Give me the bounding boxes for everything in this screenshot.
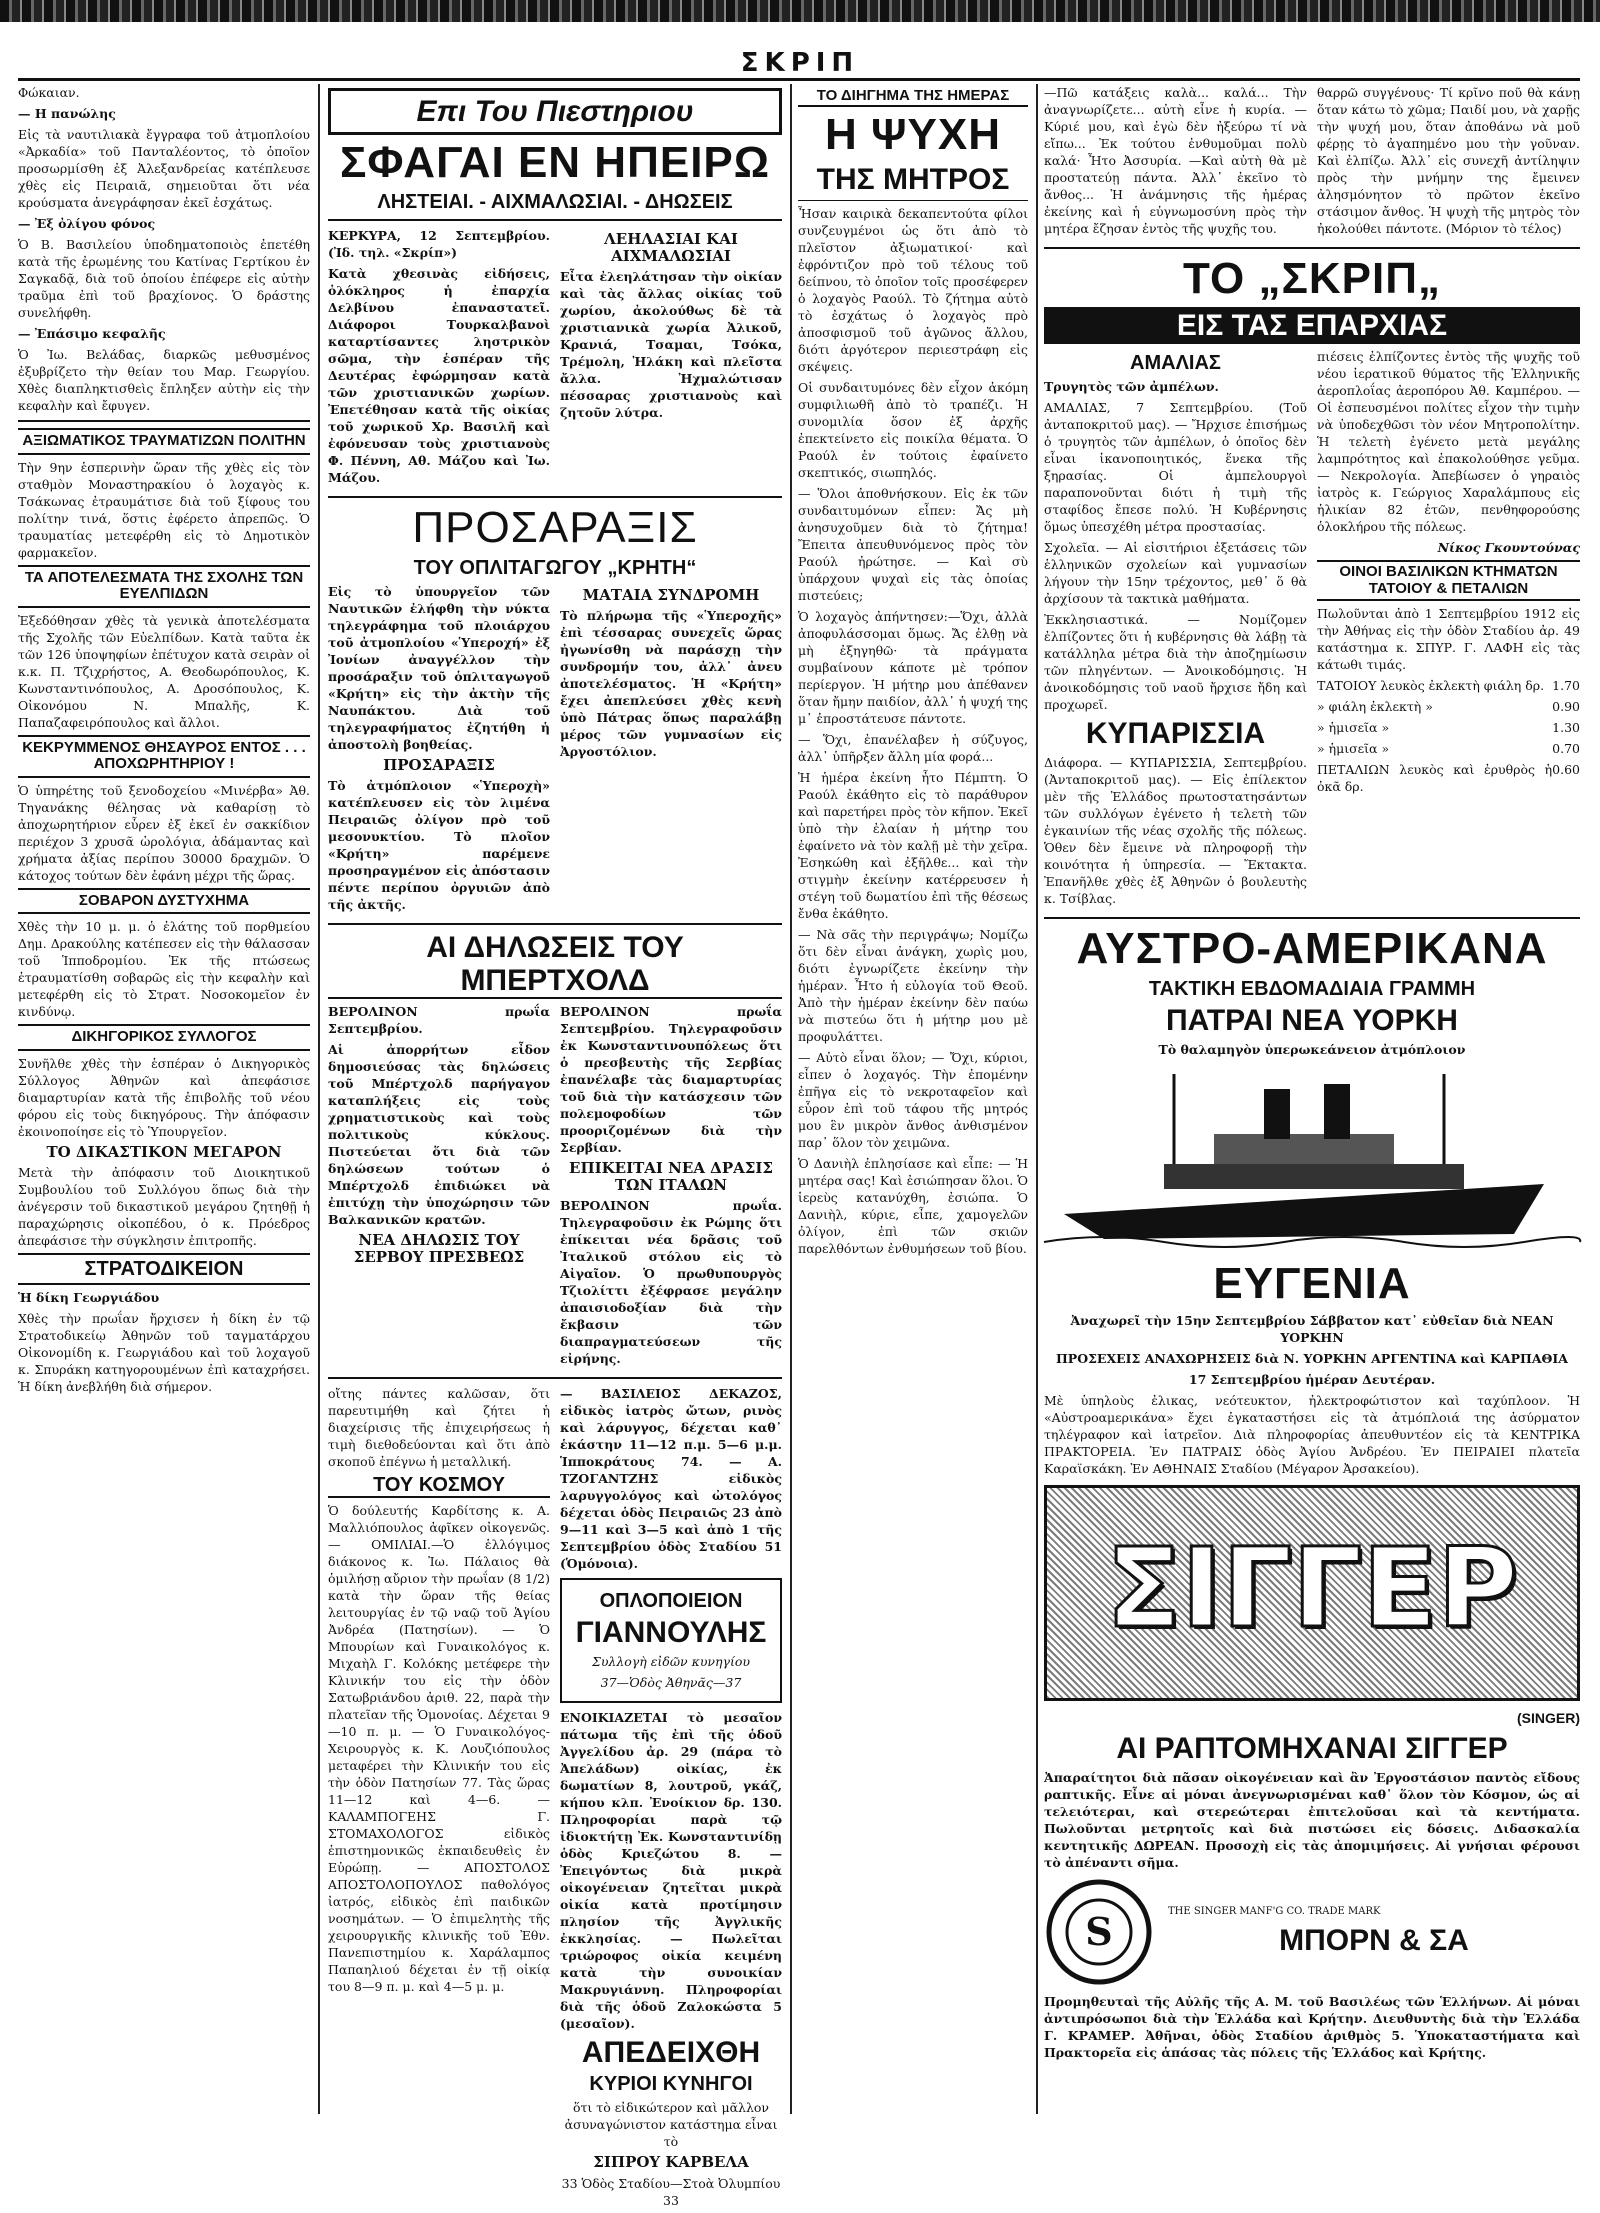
column-divider xyxy=(790,84,792,2114)
steamship-illustration xyxy=(1044,1064,1580,1254)
news-item-title: — Ἐπάσιμο κεφαλῆς xyxy=(18,326,166,341)
wine-price-list xyxy=(1317,677,1580,795)
story-paragraph: Οἱ συνδαιτυμόνες δὲν εἶχον ἀκόμη συμφιλιωθῆ ἀπὸ τὸ τραπέζι. Ἡ συνομιλία ὅσον ἐξ ἀρχῆς ἐπεκτείνετο εἰς ποικίλα θέματα. Ὁ Ραούλ ἐν τούτοις ἐφαίνετο σκεπτικός, σιωπηλός. xyxy=(798,379,1028,480)
ad-subheadline: ΚΥΡΙΟΙ ΚΥΝΗΓΟΙ xyxy=(589,2073,753,2096)
ship-ad-text: ΠΡΟΣΕΧΕΙΣ ΑΝΑΧΩΡΗΣΕΙΣ διὰ Ν. ΥΟΡΚΗΝ ΑΡΓΕΝΤΙΝΑ καὶ ΚΑΡΠΑΘΙΑ xyxy=(1056,1351,1568,1367)
article-headline: ΠΡΟΣΑΡΑΞΙΣ xyxy=(412,503,698,553)
news-item-body: Εἰς τὰ ναυτιλιακὰ ἔγγραφα τοῦ ἀτμοπλοίου «Ἀρκαδία» τοῦ Πανταλέοντος, τὸ ὁποῖον προσωρμίσθη ἐξ Ἀλεξανδρείας κατέπλευσε χθὲς εἰς Πειραιᾶ, σημειοῦται ὅτι νέα κρούσματα ἀνεγράφησαν ἐκεῖ ἐσχάτως. xyxy=(18,127,310,210)
story-paragraph: Ἦσαν καιρικὰ δεκαπεντούτα φίλοι συνζευγμένοι ὡς ὅτι ἀπὸ τὸ πλεῖστον ἀξιωματικοί· καὶ ἐφρόντιζον πρὸ τοῦ τέλους τοῦ δείπνου, τὸ ὁποῖον τοῖς προσέφερεν ὁ λοχαγὸς Ραούλ. Τὸ ζήτημα αὐτὸ τὸ ἐσχάτως ὁ λοχαγὸς πρὸ ἀποσφισμοῦ τοῦ ἀγῶνος ἄλλου, διότι ἀργότερον περιεστράφη εἰς σκέψεις. xyxy=(798,205,1028,374)
province-body: Ἐκκλησιαστικά. — Νομίζομεν ἐλπίζοντες ὅτι ἡ κυβέρνησις θὰ λάβῃ τὰ κατάλληλα μέτρα διὰ τὴν ἀποζημίωσιν τῶν πληγέντων. — Ἀνοικοδόμησις. Ἡ ἀνοικοδόμησις τοῦ ναοῦ ἤρχισε ἤδη καὶ προχωρεῖ. xyxy=(1044,612,1307,713)
article-headline: ΤΑ ΑΠΟΤΕΛΕΣΜΑΤΑ ΤΗΣ ΣΧΟΛΗΣ ΤΩΝ ΕΥΕΛΠΙΔΩΝ xyxy=(18,565,310,608)
singer-seal-text: THE SINGER MANF'G CO. TRADE MARK xyxy=(1168,1906,1381,1918)
section-rule xyxy=(798,200,1028,201)
story-paragraph: Ὁ Δανιὴλ ἐπλησίασε καὶ εἶπε: — Ἡ μητέρα σας! Καὶ ἐσιώπησαν ὅλοι. Ὁ ἱερεὺς κατανύχθη, ἐσιώπα. Ὁ Δανιὴλ, κύριε, εἶπε, χαμογελῶν ὀλίγον, ἐπὶ τῶν σκιῶν παρελθόντων ἐνθυμήσεων τοῦ βίου. xyxy=(798,1155,1028,1256)
shipping-ad-subtitle: ΤΑΚΤΙΚΗ ΕΒΔΟΜΑΔΙΑΙΑ ΓΡΑΜΜΗ xyxy=(1148,977,1476,1000)
article-body: Τὸ πλήρωμα τῆς «Ὑπεροχῆς» ἐπὶ τέσσαρας συνεχεῖς ὥρας ἠγωνίσθη νὰ παράσχῃ τὴν συνδρομήν του, ἀλλ᾽ ἀνευ ἀποτελέσματος. Ἡ «Κρήτη» ἔχει ἀπεπλεύσει χθὲς κενὴ ὑπὸ Πάτρας ὅπως παραλάβῃ μέρος τῶν γυμνασίων εἰς Ἀργοστόλιον. xyxy=(560,608,782,760)
article-body: Κατὰ χθεσινὰς εἰδήσεις, ὁλόκληρος ἡ ἐπαρχία Δελβίνου ἐπαναστατεῖ. Διάφοροι Τουρκαλβανοὶ καταρτίσαντες ληστρικὸν σῶμα, τὴν ἑσπέραν τῆς Δευτέρας ἐφώρμησαν κατὰ τῶν χριστιανικῶν χωρίων. Ἐπετέθησαν κατὰ τῆς οἰκίας τοῦ χωρικοῦ Χρ. Βασιλῆ καὶ ἐφόνευσαν τοὺς χριστιανοὺς Φ. Πέννη, Αθ. Μάζου καὶ Ἰω. Μάζου. xyxy=(328,266,550,486)
ad-body: ὅτι τὸ εἰδικώτερον καὶ μᾶλλον ἀσυναγώνιστον κατάστημα εἶναι τὸ xyxy=(564,2100,778,2150)
news-item-body: Ὁ Ἰω. Βελάδας, διαρκῶς μεθυσμένος ἐξυβρίζετο τὴν θείαν του Μαρ. Γεωργίου. Χθὲς διαπληκτισθεὶς ἔπληξεν αὐτὴν εἰς τὴν κεφαλὴν καὶ ἔφυγεν. xyxy=(18,347,310,413)
singer-brand-name: ΜΠΟΡΝ & ΣΑ xyxy=(1279,1924,1469,1958)
ad-subtitle: Συλλογὴ εἰδῶν κυνηγίου xyxy=(591,1654,751,1670)
story-paragraph: —Πῶ κατάξεις καλὰ... καλά... Τὴν ἀναγνωρίζετε... αὐτὴ εἶνε ἡ κυρία. —Κύριέ μου, καὶ ἐγὼ δὲν ἠξεύρω τί νὰ εἴπω... Ἐκ τούτου ἐνθυμοῦμαι πολὺ καλά· Ἦτο Ἀσσυρία. —Καὶ αὐτὴ θὰ μὲ προστατεύῃ πάντα. Ἀλλ᾽ ἐκεῖνο τὸ ἄνθος... Ἡ ἀνάμνησις τῆς ἡμέρας ἐκείνης καὶ ἡ εὐγνωμοσύνη πρὸς τὴν μητέρα ἔζησαν ἐντὸς τῆς ψυχῆς του. xyxy=(1044,85,1307,236)
article-two-column xyxy=(328,583,782,918)
story-paragraph: θαρρῶ συγγένους· Τί κρῖνο ποῦ θὰ κάνῃ ὅταν κάτω τὸ χῶμα; Παιδί μου, νὰ χαρῇς τὴν ψυχή μου, ὅταν ἀποθάνω νὰ μοῦ φέρῃς τὸ ἀγαπημένο μου τὴν γοῦναν. Καὶ ἐλπίζω. Ἀλλ᾽ εἰς συνεχῆ ἀντίληψιν πρὸς τὴν μνήμην της ἔμεινεν ἀλησμόνητον τὸ πρῶτον ἐκεῖνο στάσιμον ἄνθος. Ἡ ψυχὴ τῆς μητρὸς τὸν ἠκολούθει πάντοτε. (Μόριον τὸ τέλος) xyxy=(1317,85,1580,236)
wine-ad-body: Πωλοῦνται ἀπὸ 1 Σεπτεμβρίου 1912 εἰς τὴν Ἀθήνας εἰς τὴν ὁδὸν Σταδίου ἀρ. 49 κατάστημα κ. ΣΠΥΡ. Γ. ΛΑΦΗ εἰς τὰς κάτωθι τιμάς. xyxy=(1317,606,1580,673)
ad-headline: ΑΠΕΔΕΙΧΘΗ xyxy=(581,2036,761,2070)
article-body: Εἶτα ἐλεηλάτησαν τὴν οἰκίαν καὶ τὰς ἄλλας οἰκίας τοῦ χωρίου, ἀκολούθως δὲ τὰ χριστιανικὰ χωρία Ἀλικοῦ, Κρανιά, Τσαμαι, Τσόκα, Τρέμολη, Ἠλάκη καὶ πλεῖστα ἄλλα. Ἠχμαλώτισαν πέσσαρας χριστιανοὺς καὶ ζητοῦν λύτρα. xyxy=(560,269,782,421)
story-paragraph: — Αὐτὸ εἶναι ὅλον; — Ὄχι, κύριοι, εἶπεν ὁ λοχαγός. Τὴν ἐπομένην ἐπῆγα εἰς τὸ νεκροταφεῖον καὶ εὗρον ἐπὶ τοῦ τάφου τῆς μητρός μου ἓν μικρὸν ἄνθος ἀνθισμένον παρ᾽ ὅλον τὸν χειμῶνα. xyxy=(798,1049,1028,1150)
column-story xyxy=(798,84,1028,2114)
article-body: Τὸ ἀτμόπλοιον «Ὑπεροχὴ» κατέπλευσεν εἰς τὸν λιμένα Πειραιῶς ὀλίγον πρὸ τοῦ μεσονυκτίου. Τὸ πλοῖον «Κρήτη» παρέμενε προσηραγμένον εἰς ἀπόστασιν πέντε περίπου ὀργυιῶν ἀπὸ τῆς ἀκτῆς. xyxy=(328,778,550,913)
article-body: Συνῆλθε χθὲς τὴν ἑσπέραν ὁ Δικηγορικὸς Σύλλογος Ἀθηνῶν καὶ ἀπεφάσισε διαμαρτυρίαν κατὰ τῆς ἐπιβολῆς τοῦ νέου φόρου εἰς τοὺς δικηγόρους. Τὴν ἀπόφασιν ἐκοινοποίησε εἰς τὸ Ὑπουργεῖον. xyxy=(18,1055,310,1139)
singer-brand-block xyxy=(1168,1903,1580,1961)
fragment-text: Φώκαιαν. xyxy=(18,85,80,100)
province-title: ΑΜΑΛΙΑΣ xyxy=(1130,352,1221,375)
column-local-news xyxy=(18,84,310,2114)
steamship-icon xyxy=(1044,1064,1580,1254)
article-body: Ὁ ὑπηρέτης τοῦ ξενοδοχείου «Μινέρβα» Ἀθ. Τηγανάκης θέλησας νὰ καθαρίσῃ τὸ ἀποχωρητήριον εὗρεν ἐξ ἐκεῖ ἐν σακκίδιον περιέχον 3 χρυσᾶ ὡρολόγια, ἀδάμαντας καὶ χρήματα ἀξίας περίπου 30000 δραχμῶν. Ὁ κάτοχος τούτων δὲν ἐφάνη μέχρι τῆς ὥρας. xyxy=(18,782,310,883)
singer-ad-body: Ἀπαραίτητοι διὰ πᾶσαν οἰκογένειαν καὶ ἂν Ἐργοστάσιον παντὸς εἴδους ραπτικῆς. Εἶνε αἱ μόναι ἀνεγνωρισμέναι καθ᾽ ὅλον τὸν Κόσμον, ὡς αἱ τελειότεραι, καὶ στερεώτεραι ἐπιτελοῦσαι καὶ τὰ κεντήματα. Πωλοῦνται μετρητοῖς καὶ διὰ πιστώσει εἰς δόσεις. Διδασκαλία κεντητικῆς ΔΩΡΕΑΝ. Προσοχὴ εἰς τὰς ἀπομιμήσεις. Αἱ γνήσιαι φέρουσι τὸ ἀπέναντι σῆμα. xyxy=(1044,1770,1580,1871)
provinces-two-column xyxy=(1044,348,1580,911)
ship-ad-text: 17 Σεπτεμβρίου ἡμέραν Δευτέραν. xyxy=(1188,1372,1436,1388)
ship-ad-text: Μὲ ὑπηλοὺς ἐλικας, νεότευκτον, ἠλεκτροφώτιστον καὶ ταχύπλοον. Ἡ «Αὐστροαμερικάνα» ἔχει ἐγκαταστήσει εἰς τὰ ἀτμόπλοιά της ἀσύρματον τηλέγραφον καὶ ἱατρεῖον. Διὰ πληροφορίας ἀπευθυντέον εἰς τὰ ΚΕΝΤΡΙΚΑ ΠΡΑΚΤΟΡΕΙΑ. Ἐν ΠΑΤΡΑΙΣ ὁδὸς Ἀγίου Ἀνδρέου. Ἐν ΠΕΙΡΑΙΕΙ πλατεῖα Καραϊσκάκη. Ἐν ΑΘΗΝΑΙΣ Σταδίου (Μέγαρον Ἀρσακείου). xyxy=(1044,1393,1580,1477)
story-title: Η ΨΥΧΗ xyxy=(824,109,1002,159)
story-paragraph: — Ὅλοι ἀποθνήσκουν. Εἰς ἐκ τῶν συνδαιτυμόνων εἶπεν: Ἄς μὴ ἀνησυχοῦμεν διὰ τὸ ζήτημα! Ἔπειτα ἀπευθυνόμενος πρὸς τὸν Ραούλ ἠρώτησε. — Καὶ σὺ ὑπάρχουν ψυχαὶ εἰς τὰς ὁποίας πιστεύεις; xyxy=(798,485,1028,603)
article-subheadline: ΝΕΑ ΔΗΛΩΣΙΣ ΤΟΥ ΣΕΡΒΟΥ ΠΡΕΣΒΕΩΣ xyxy=(353,1231,525,1266)
news-item-title: — Ἐξ ὀλίγου φόνος xyxy=(18,216,156,231)
section-headline: ΤΟ „ΣΚΡΙΠ„ xyxy=(1182,254,1442,303)
dateline: ΒΕΡΟΛΙΝΟΝ πρωΐα Σεπτεμβρίου. xyxy=(328,1004,550,1037)
story-paragraph: Ὁ λοχαγὸς ἀπήντησεν:—Ὅχι, ἀλλὰ ἀποφυλάσσομαι ὅμως. Ἄς ἐλθῃ νὰ μὴ ἐξηγηθῶ· τὰ πράγματα συμβαίνουν κάποτε μὲ τρόπον περίεργον. Ἡ μήτηρ μου ἀπέθανεν ὅταν ἤμην παιδίον, ἀλλ᾽ ἡ ψυχή της μ᾽ ἐπροστάτευσε πάντοτε. xyxy=(798,608,1028,726)
society-notices: Ὁ δούλευτής Καρδίτσης κ. Α. Μαλλιόπουλος ἀφῖκεν οἰκογενῶς. — ΟΜΙΛΙΑΙ.—Ὁ ἑλλόγιμος διάκονος κ. Ἰω. Πάλαιος θὰ ὁμιλήσῃ αὔριον τὴν πρωΐαν (8 1/2) κατὰ τὴν ὥραν τῆς θείας λειτουργίας ἐν τῷ ναῷ τοῦ Ἁγίου Ἀνδρέα (Πατησίων). — Ὁ Μπουρίων καὶ Γυναικολόγος κ. Μιχαὴλ Γ. Κολόκης μετέφερε τὴν Κλινικήν του εἰς τὴν ὁδὸν Σατωβριάνδου ἀριθ. 22, παρὰ τὴν πλατεῖαν τῆς Ὁμονοίας. Δέχεται 9—10 π. μ. — Ὁ Γυναικολόγος-Χειρουργὸς κ. Κ. Λουζιόπουλος μεταφέρει τὴν Κλινικήν του εἰς τὴν ὁδὸν Πατησίων 77. Τὰς ὥρας 11—12 καὶ 4—6. — ΚΑΛΑΜΠΟΓΕΗΣ Γ. ΣΤΟΜΑΧΟΛΟΓΟΣ εἰδικὸς ἐπιστημονικῶς ἐκπαιδευθεὶς ἐν Εὐρώπῃ. — ΑΠΟΣΤΟΛΟΣ ΑΠΟΣΤΟΛΟΠΟΥΛΟΣ παθολόγος ἰατρός, εἰδικὸς ἐπὶ παιδικῶν νοσημάτων. — Ὁ ἐπιμελητὴς τῆς χειρουργικῆς κλινικῆς τοῦ Ἐθν. Πανεπιστημίου κ. Χαράλαμπος Παπαηλιού δέχεται ἐν τῇ οἰκίᾳ του 8—9 π. μ. καὶ 4—5 μ. μ. xyxy=(328,1503,550,1995)
singer-english-name: (SINGER) xyxy=(1517,1710,1580,1727)
article-body: Χθὲς τὴν πρωΐαν ἤρχισεν ἡ δίκη ἐν τῷ Στρατοδικείῳ Ἀθηνῶν τοῦ ταγματάρχου Οἰκονομίδη κ. Γεωργιάδου καὶ τοῦ λοχαγοῦ κ. Σπυράκη κατηγορουμένων ἐπὶ καταχρήσει. Ἡ δίκη ἀνεβλήθη διὰ σήμερον. xyxy=(18,1311,310,1394)
article-headline: ΣΤΡΑΤΟΔΙΚΕΙΟΝ xyxy=(18,1253,310,1285)
column-divider xyxy=(318,84,320,2114)
article-subheadline: ΛΕΗΛΑΣΙΑΙ ΚΑΙ ΑΙΧΜΑΛΩΣΙΑΙ xyxy=(604,230,738,265)
shipping-ad-note: Τὸ θαλαμηγὸν ὑπερωκεάνειον ἀτμόπλοιον xyxy=(1158,1041,1466,1057)
section-subheadline: ΕΙΣ ΤΑΣ ΕΠΑΡΧΙΑΣ xyxy=(1044,307,1580,344)
section-rule xyxy=(18,420,310,422)
story-paragraph: — Ὅχι, ἐπανέλαβεν ἡ σύζυγος, ἀλλ᾽ ὑπῆρξεν ἄλλη μία φορά... xyxy=(798,731,1028,764)
province-title: ΚΥΠΑΡΙΣΣΙΑ xyxy=(1085,717,1266,751)
wine-price-row: » φιάλη ἐκλεκτὴ » 0.90 xyxy=(1317,699,1580,715)
article-subheadline: ΜΑΤΑΙΑ ΣΥΝΔΡΟΜΗ xyxy=(582,585,760,604)
news-item-body: Ὁ Β. Βασιλείου ὑποδηματοποιὸς ἐπετέθη κατὰ τῆς ἐρωμένης του Κατίνας Γερτίκου ἐν Σαγκαδᾷ, διὰ τοῦ ὁποίου ἐπέφερε εἰς αὐτὴν τραῦμα ἐπὶ τοῦ βραχίονος. Ὁ δράστης συνελήφθη. xyxy=(18,237,310,320)
singer-ad-logo xyxy=(1044,1485,1580,1701)
column-latest-news xyxy=(328,84,782,2208)
section-rule xyxy=(1044,917,1580,919)
article-headline: ΑΙ ΔΗΛΩΣΕΙΣ ΤΟΥ ΜΠΕΡΤΧΟΛΔ xyxy=(328,931,782,999)
correspondent-signature: Νίκος Γκουντούνας xyxy=(1437,540,1580,556)
main-subheadline: ΛΗΣΤΕΙΑΙ. - ΑΙΧΜΑΛΩΣΙΑΙ. - ΔΗΩΣΕΙΣ xyxy=(377,191,733,214)
ad-address: 33 Ὁδὸς Σταδίου—Στοὰ Ὀλυμπίου 33 xyxy=(561,2175,781,2208)
article-headline: ΑΞΙΩΜΑΤΙΚΟΣ ΤΡΑΥΜΑΤΙΖΩΝ ΠΟΛΙΤΗΝ xyxy=(18,428,310,455)
article-body: ΒΕΡΟΛΙΝΟΝ πρωΐα Σεπτεμβρίου. Τηλεγραφοῦσιν ἐκ Κωνσταντινουπόλεως ὅτι ὁ πρεσβευτὴς τῆς Σερβίας ἐπανέλαβε τὰς διαμαρτυρίας τοῦ διὰ τὴν κατάσχεσιν τῶν πολεμοφοδίων τῶν προοριζομένων διὰ τὴν Σερβίαν. xyxy=(560,1004,782,1156)
article-body: Αἱ ἀπορρήτων εἶδον δημοσιεύσας τὰς δηλώσεις τοῦ Μπέρτχολδ παρήγαγον καταπλήξεις εἰς τοὺς χρηματιστικοὺς καὶ τοὺς πολιτικοὺς κύκλους. Πιστεύεται ὅτι διὰ τῶν δηλώσεων τούτων ὁ Μπέρτχολδ ἐπιδιώκει νὰ ἐπιτύχῃ τὴν ὑποχώρησιν τῶν Βαλκανικῶν κρατῶν. xyxy=(328,1042,550,1228)
article-subheadline: ΠΡΟΣΑΡΑΞΙΣ xyxy=(383,755,495,774)
rental-notices: ΕΝΟΙΚΙΑΖΕΤΑΙ τὸ μεσαῖον πάτωμα τῆς ἐπὶ τῆς ὁδοῦ Ἀγγελίδου ἀρ. 29 (πάρα τὸ Ἀπελάδων) οἰκίας, ἐκ δωματίων 8, λουτροῦ, γκάζ, κήπου κλπ. Ἐνοίκιον δρ. 130. Πληροφορίαι παρὰ τῷ ἰδιοκτήτῃ Ἐκ. Κωνσταντινίδῃ ὁδὸς Κριεζώτου 8. — Ἐπειγόντως διὰ μικρὰ οἰκογένειαν ζητεῖται μικρὰ οἰκία κατὰ προτίμησιν πλησίον τῆς Ἀγγλικῆς ἐκκλησίας. — Πωλεῖται τριώροφος οἰκία κειμένη κατὰ τὴν συνοικίαν Μακρυγιάννη. Πληροφορίαι διὰ τῆς ὁδοῦ Ζαλοκώστα 5 (μεσαῖον). xyxy=(560,1710,782,2032)
classifieds-two-column xyxy=(328,1385,782,2213)
singer-trademark-seal-icon xyxy=(1044,1877,1154,1987)
section-rule xyxy=(328,1377,782,1379)
main-headline: ΣΦΑΓΑΙ ΕΝ ΗΠΕΙΡΩ xyxy=(339,138,771,187)
section-banner: Επι Του Πιεστηριου xyxy=(328,88,782,135)
section-headline: ΤΟΥ ΚΟΣΜΟΥ xyxy=(328,1474,550,1498)
province-item-title: Τρυγητὸς τῶν ἀμπέλων. xyxy=(1044,379,1219,395)
section-rule xyxy=(328,923,782,925)
province-body: Σχολεῖα. — Αἱ εἰσιτήριοι ἐξετάσεις τῶν ἑλληνικῶν σχολείων καὶ γυμνασίων λήγουν τὴν 15ην τρέχοντος, μεθ᾽ ὅ θὰ ἀρχίσουν τὰ τακτικὰ μαθήματα. xyxy=(1044,540,1307,607)
story-paragraph: Ἡ ἡμέρα ἐκείνη ἦτο Πέμπτη. Ὁ Ραούλ ἐκάθητο εἰς τὸ παράθυρον καὶ παρετήρει πρὸς τὸν κῆπον. Ἐκεῖ ὑπὸ τὴν ἐλαίαν ἡ μήτηρ του ἐφαίνετο νὰ τὸν καλῇ μὲ τὴν χεῖρα. Ἐσηκώθη καὶ ἐξῆλθε... καὶ τὴν στιγμὴν ἐκείνην κατέρρευσεν ἡ στέγη τοῦ δωματίου ἐπὶ τῆς θέσεως ἔνθα ἐκάθητο. xyxy=(798,769,1028,921)
wine-price-row: ΠΕΤΑΛΙΩΝ λευκὸς καὶ ἐρυθρὸς ἡ ὀκᾶ δρ. 0.60 xyxy=(1317,762,1580,795)
story-paragraph: — Νὰ σᾶς τὴν περιγράψω; Νομίζω ὅτι δὲν εἶναι ἀνάγκη, χωρὶς μου, διότι ἐγνωρίζετε ἐκείνην τὴν ἡμέραν. Ἦτο ἡ εὐλογία τοῦ Θεοῦ. Ἀπὸ τὴν ἡμέραν ἐκείνην δὲν παύω νὰ πιστεύω ὅτι ἡ μήτηρ μου μὲ προφυλάττει. xyxy=(798,926,1028,1044)
section-rule xyxy=(1044,247,1580,249)
wine-price-row: » ἡμισεῖα » 0.70 xyxy=(1317,741,1580,757)
ship-name: ΕΥΓΕΝΙΑ xyxy=(1213,1258,1411,1308)
article-body: Χθὲς τὴν 10 μ. μ. ὁ ἐλάτης τοῦ πορθμείου Δημ. Δρακούλης κατέπεσεν εἰς τὴν θάλασσαν τοῦ Ἱπποδρομίου. Ἐκ τῆς πτώσεως ἐτραυματίσθη σοβαρῶς εἰς τὴν κεφαλὴν καὶ μετεφέρθη εἰς τὸ Στρατ. Νοσοκομεῖον ἐν κινδύνῳ. xyxy=(18,919,310,1019)
ad-brand: ΓΙΑΝΝΟΥΛΗΣ xyxy=(575,1616,767,1650)
article-body: Ἐξεδόθησαν χθὲς τὰ γενικὰ ἀποτελέσματα τῆς Σχολῆς τῶν Εὐελπίδων. Κατὰ ταῦτα ἐκ τῶν 126 ὑποψηφίων ἐπέτυχον κατὰ σειρὰν οἱ κ.κ. Π. Τζιχρήστος, Α. Θεοδωρόπουλος, Κ. Κωνσταντινόπουλος, Α. Δροσόπουλος, Κ. Οἰκονόμου Ν. Μπαλῆς, Κ. Παπαζαφειρόπουλος καὶ ἄλλοι. xyxy=(18,612,310,730)
story-continuation xyxy=(1044,84,1580,241)
wine-ad-title: ΟΙΝΟΙ ΒΑΣΙΛΙΚΩΝ ΚΤΗΜΑΤΩΝ ΤΑΤΟΙΟΥ & ΠΕΤΑΛΙΩΝ xyxy=(1317,560,1580,601)
province-body: Διάφορα. — ΚΥΠΑΡΙΣΣΙΑ, Σεπτεμβρίου. (Ἀνταποκριτοῦ μας). — Εἰς ἐπίλεκτον μὲν τῆς Ἐλλάδος πρωτοστατησάντων τῶν συλλόγων ἐγένετο ἡ τελετὴ τῶν ἐγκαινίων τῆς νέας σχολῆς τῆς πόλεως. Ὁθεν δὲν ἔμεινε νὰ πληροφορῇ τὴν κοινότητα ἡ ὑπηρεσία. — Ἔκτακτα. Ἐπανῆλθε χθὲς ἐξ Ἀθηνῶν ὁ βουλευτὴς κ. Τσίβλας. xyxy=(1044,755,1307,907)
singer-logo-text: ΣΙΓΓΕΡ xyxy=(1105,1524,1519,1653)
column-provinces-ads xyxy=(1044,84,1580,2114)
news-item-title: — Η πανώλης xyxy=(18,106,116,121)
ad-title: ΟΠΛΟΠΟΙΕΙΟΝ xyxy=(599,1590,743,1613)
article-two-column xyxy=(328,227,782,490)
gunsmith-ad xyxy=(560,1578,782,1703)
article-continuation: οἴτης πάντες καλῶσαν, ὅτι παρευτιμήθη καὶ ζήτει ἡ διαχείρισις τῆς ἐπιχειρήσεως ἡ τιμὴ διεθοδεύονται καὶ ὅτι ἀπὸ σκοποῦ ἐπέγνω ἡ μεταλλική. xyxy=(328,1386,550,1470)
ad-address: 37—Ὁδὸς Ἀθηνᾶς—37 xyxy=(600,1675,742,1691)
article-body: Μετὰ τὴν ἀπόφασιν τοῦ Διοικητικοῦ Συμβουλίου τοῦ Συλλόγου ὅπως διὰ τὴν ἀνέγερσιν τοῦ δικαστικοῦ μεγάρου ζητηθῇ ἡ παραχώρησις οἰκοπέδου, ὁ κ. Πρόεδρος ἀπεφάσισε τὴν σύγκλησιν ἐπιτροπῆς. xyxy=(18,1165,310,1248)
article-body: ΒΕΡΟΛΙΝΟΝ πρωΐα. Τηλεγραφοῦσιν ἐκ Ρώμης ὅτι ἐπίκειται νέα δρᾶσις τοῦ Ἰταλικοῦ στόλου εἰς τὸ Αἰγαῖον. Ὁ πρωθυπουργὸς Τζιολίττι ἐξέφρασε μεγάλην ἀπαισιοδοξίαν διὰ τὴν ἔκβασιν τῶν διαπραγματεύσεων τῆς εἰρήνης. xyxy=(560,1198,782,1367)
ad-brand: ΣΙΠΡΟΥ ΚΑΡΒΕΛΑ xyxy=(593,2153,749,2172)
article-subheadline: ΕΠΙΚΕΙΤΑΙ ΝΕΑ ΔΡΑΣΙΣ ΤΩΝ ΙΤΑΛΩΝ xyxy=(569,1159,773,1194)
doctor-notices: — ΒΑΣΙΛΕΙΟΣ ΔΕΚΑΖΟΣ, εἰδικὸς ἰατρὸς ὤτων, ρινὸς καὶ λάρυγγος, δέχεται καθ᾽ ἑκάστην 11—12 π.μ. 5—6 μ.μ. Ἱπποκράτους 74. — Α. ΤΖΟΓΑΝΤΖΗΣ εἰδικὸς λαρυγγολόγος καὶ ὠτολόγος δέχεται ὁδὸς Πειραιῶς 23 ἀπὸ 9—11 καὶ 3—5 καὶ ἀπὸ 1 τῆς Σεπτεμβρίου ὁδὸς Σταδίου 51 (Ὁμόνοια). xyxy=(560,1386,782,1572)
article-subheadline: Ἡ δίκη Γεωργιάδου xyxy=(18,1290,160,1305)
wine-price-row: ΤΑΤΟΙΟΥ λευκὸς ἐκλεκτὴ φιάλη δρ. 1.70 xyxy=(1317,678,1580,694)
section-rule xyxy=(328,496,782,498)
singer-brand-row xyxy=(1044,1877,1580,1987)
article-headline: ΚΕΚΡΥΜΜΕΝΟΣ ΘΗΣΑΥΡΟΣ ΕΝΤΟΣ . . . ΑΠΟΧΩΡΗΤΗΡΙΟΥ ! xyxy=(18,735,310,778)
masthead-rule xyxy=(18,78,1580,81)
dateline: ΚΕΡΚΥΡΑ, 12 Σεπτεμβρίου. (Ἰδ. τηλ. «Σκρίπ») xyxy=(328,228,550,261)
article-two-column xyxy=(328,1003,782,1371)
wine-price-row: » ἡμισεῖα » 1.30 xyxy=(1317,720,1580,736)
province-body: ΑΜΑΛΙΑΣ, 7 Σεπτεμβρίου. (Τοῦ ἀνταποκριτοῦ μας). — Ἤρχισε ἐπισήμως ὁ τρυγητὸς τῶν ἀμπέλων, ὁ ὁποῖος δὲν εἶναι ἱκανοποιητικός, ἕνεκα τῆς ξηρασίας. Οἱ ἀμπελουργοὶ παραπονοῦνται διότι ἡ τιμὴ τῆς σταφίδος ἔπεσε πολύ. Ἡ Κυβέρνησις ὅμως ὑπεσχέθη μέτρα προστασίας. xyxy=(1044,400,1307,535)
singer-ad-title: ΑΙ ΡΑΠΤΟΜΗΧΑΝΑΙ ΣΙΓΓΕΡ xyxy=(1116,1732,1508,1766)
masthead-title: ΣΚΡΙΠ xyxy=(740,48,860,78)
story-subtitle: ΤΗΣ ΜΗΤΡΟΣ xyxy=(816,162,1010,196)
article-subheadline: ΤΟ ΔΙΚΑΣΤΙΚΟΝ ΜΕΓΑΡΟΝ xyxy=(46,1142,282,1161)
article-headline: ΣΟΒΑΡΟΝ ΔΥΣΤΥΧΗΜΑ xyxy=(18,888,310,915)
section-rule xyxy=(328,219,782,221)
shipping-ad-route: ΠΑΤΡΑΙ ΝΕΑ ΥΟΡΚΗ xyxy=(1166,1003,1458,1037)
shipping-ad-title: ΑΥΣΤΡΟ-ΑΜΕΡΙΚΑΝΑ xyxy=(1076,924,1548,974)
ship-ad-text: Ἀναχωρεῖ τὴν 15ην Σεπτεμβρίου Σάββατον κατ᾽ εὐθεῖαν διὰ ΝΕΑΝ ΥΟΡΚΗΝ xyxy=(1070,1313,1554,1346)
article-body: Τὴν 9ην ἑσπερινὴν ὥραν τῆς χθὲς εἰς τὸν σταθμὸν Μοναστηρακίου ὁ λοχαγὸς κ. Τσάκωνας ἐτραυμάτισε διὰ τοῦ ξίφους του πολίτην τινά, ὅστις ἐφέρετο ἀπρεπῶς. Ὁ τραυματίας μετεφέρθη εἰς τὸ Δημοτικὸν φαρμακεῖον. xyxy=(18,459,310,560)
svg-text:S: S xyxy=(1085,1909,1113,1955)
page-top-border xyxy=(0,0,1600,22)
article-body: Εἰς τὸ ὑπουργεῖον τῶν Ναυτικῶν ἐλήφθη τὴν νύκτα τηλεγράφημα τοῦ πλοιάρχου τοῦ ἀτμοπλοίου «Ὑπεροχή» ἐξ Ἰονίων ἀναγγέλλον τὴν προσάραξιν τοῦ ὁπλιταγωγοῦ «Κρήτη» εἰς τὴν ἀκτὴν τῆς Ναυπάκτου. Διὰ τοῦ τηλεγραφήματος ἐζητήθη ἡ ἀποστολὴ βοηθείας. xyxy=(328,583,550,752)
singer-footer: Προμηθευταὶ τῆς Αὐλῆς τῆς Α. Μ. τοῦ Βασιλέως τῶν Ἑλλήνων. Αἱ μόναι ἀντιπρόσωποι διὰ τὴν Ἑλλάδα καὶ Κρήτην. Διευθυντὴς διὰ τὴν Ἑλλάδα Γ. ΚΡΑΜΕΡ. Ἀθῆναι, ὁδὸς Σταδίου ἀριθμὸς 5. Ὑποκαταστήματα καὶ Πρακτορεῖα εἰς ἁπάσας τὰς πόλεις τῆς Ἑλλάδος καὶ Κρήτης. xyxy=(1044,1994,1580,2061)
column-divider xyxy=(1036,84,1038,2114)
article-subheadline: ΤΟΥ ΟΠΛΙΤΑΓΩΓΟΥ „ΚΡΗΤΗ“ xyxy=(413,556,697,579)
story-label: ΤΟ ΔΙΗΓΗΜΑ ΤΗΣ ΗΜΕΡΑΣ xyxy=(798,88,1028,107)
article-headline: ΔΙΚΗΓΟΡΙΚΟΣ ΣΥΛΛΟΓΟΣ xyxy=(18,1024,310,1051)
province-body: πιέσεις ἐλπίζοντες ἐντὸς τῆς ψυχῆς τοῦ νέου ἱερατικοῦ θύματος τῆς Ἑλληνικῆς ἀεροπλοΐας ἀεροπόρου Ἀθ. Καμπέρου. — Οἱ ἐσπευσμένοι πολίτες εἶχον τὴν τιμὴν νὰ ὑποδεχθῶσι τὸν νέον Μητροπολίτην. Ἡ τελετὴ ἐγένετο μετὰ μεγάλης λαμπρότητος καὶ ἐπακολούθησε γεῦμα. — Νεκρολογία. Ἀπεβίωσεν ὁ γηραιὸς ἰατρὸς κ. Γεώργιος Χαραλάμπους εἰς ἡλικίαν 82 ἐτῶν, πενθηφορούσης ὁλοκλήρου τῆς πόλεως. xyxy=(1317,349,1580,535)
